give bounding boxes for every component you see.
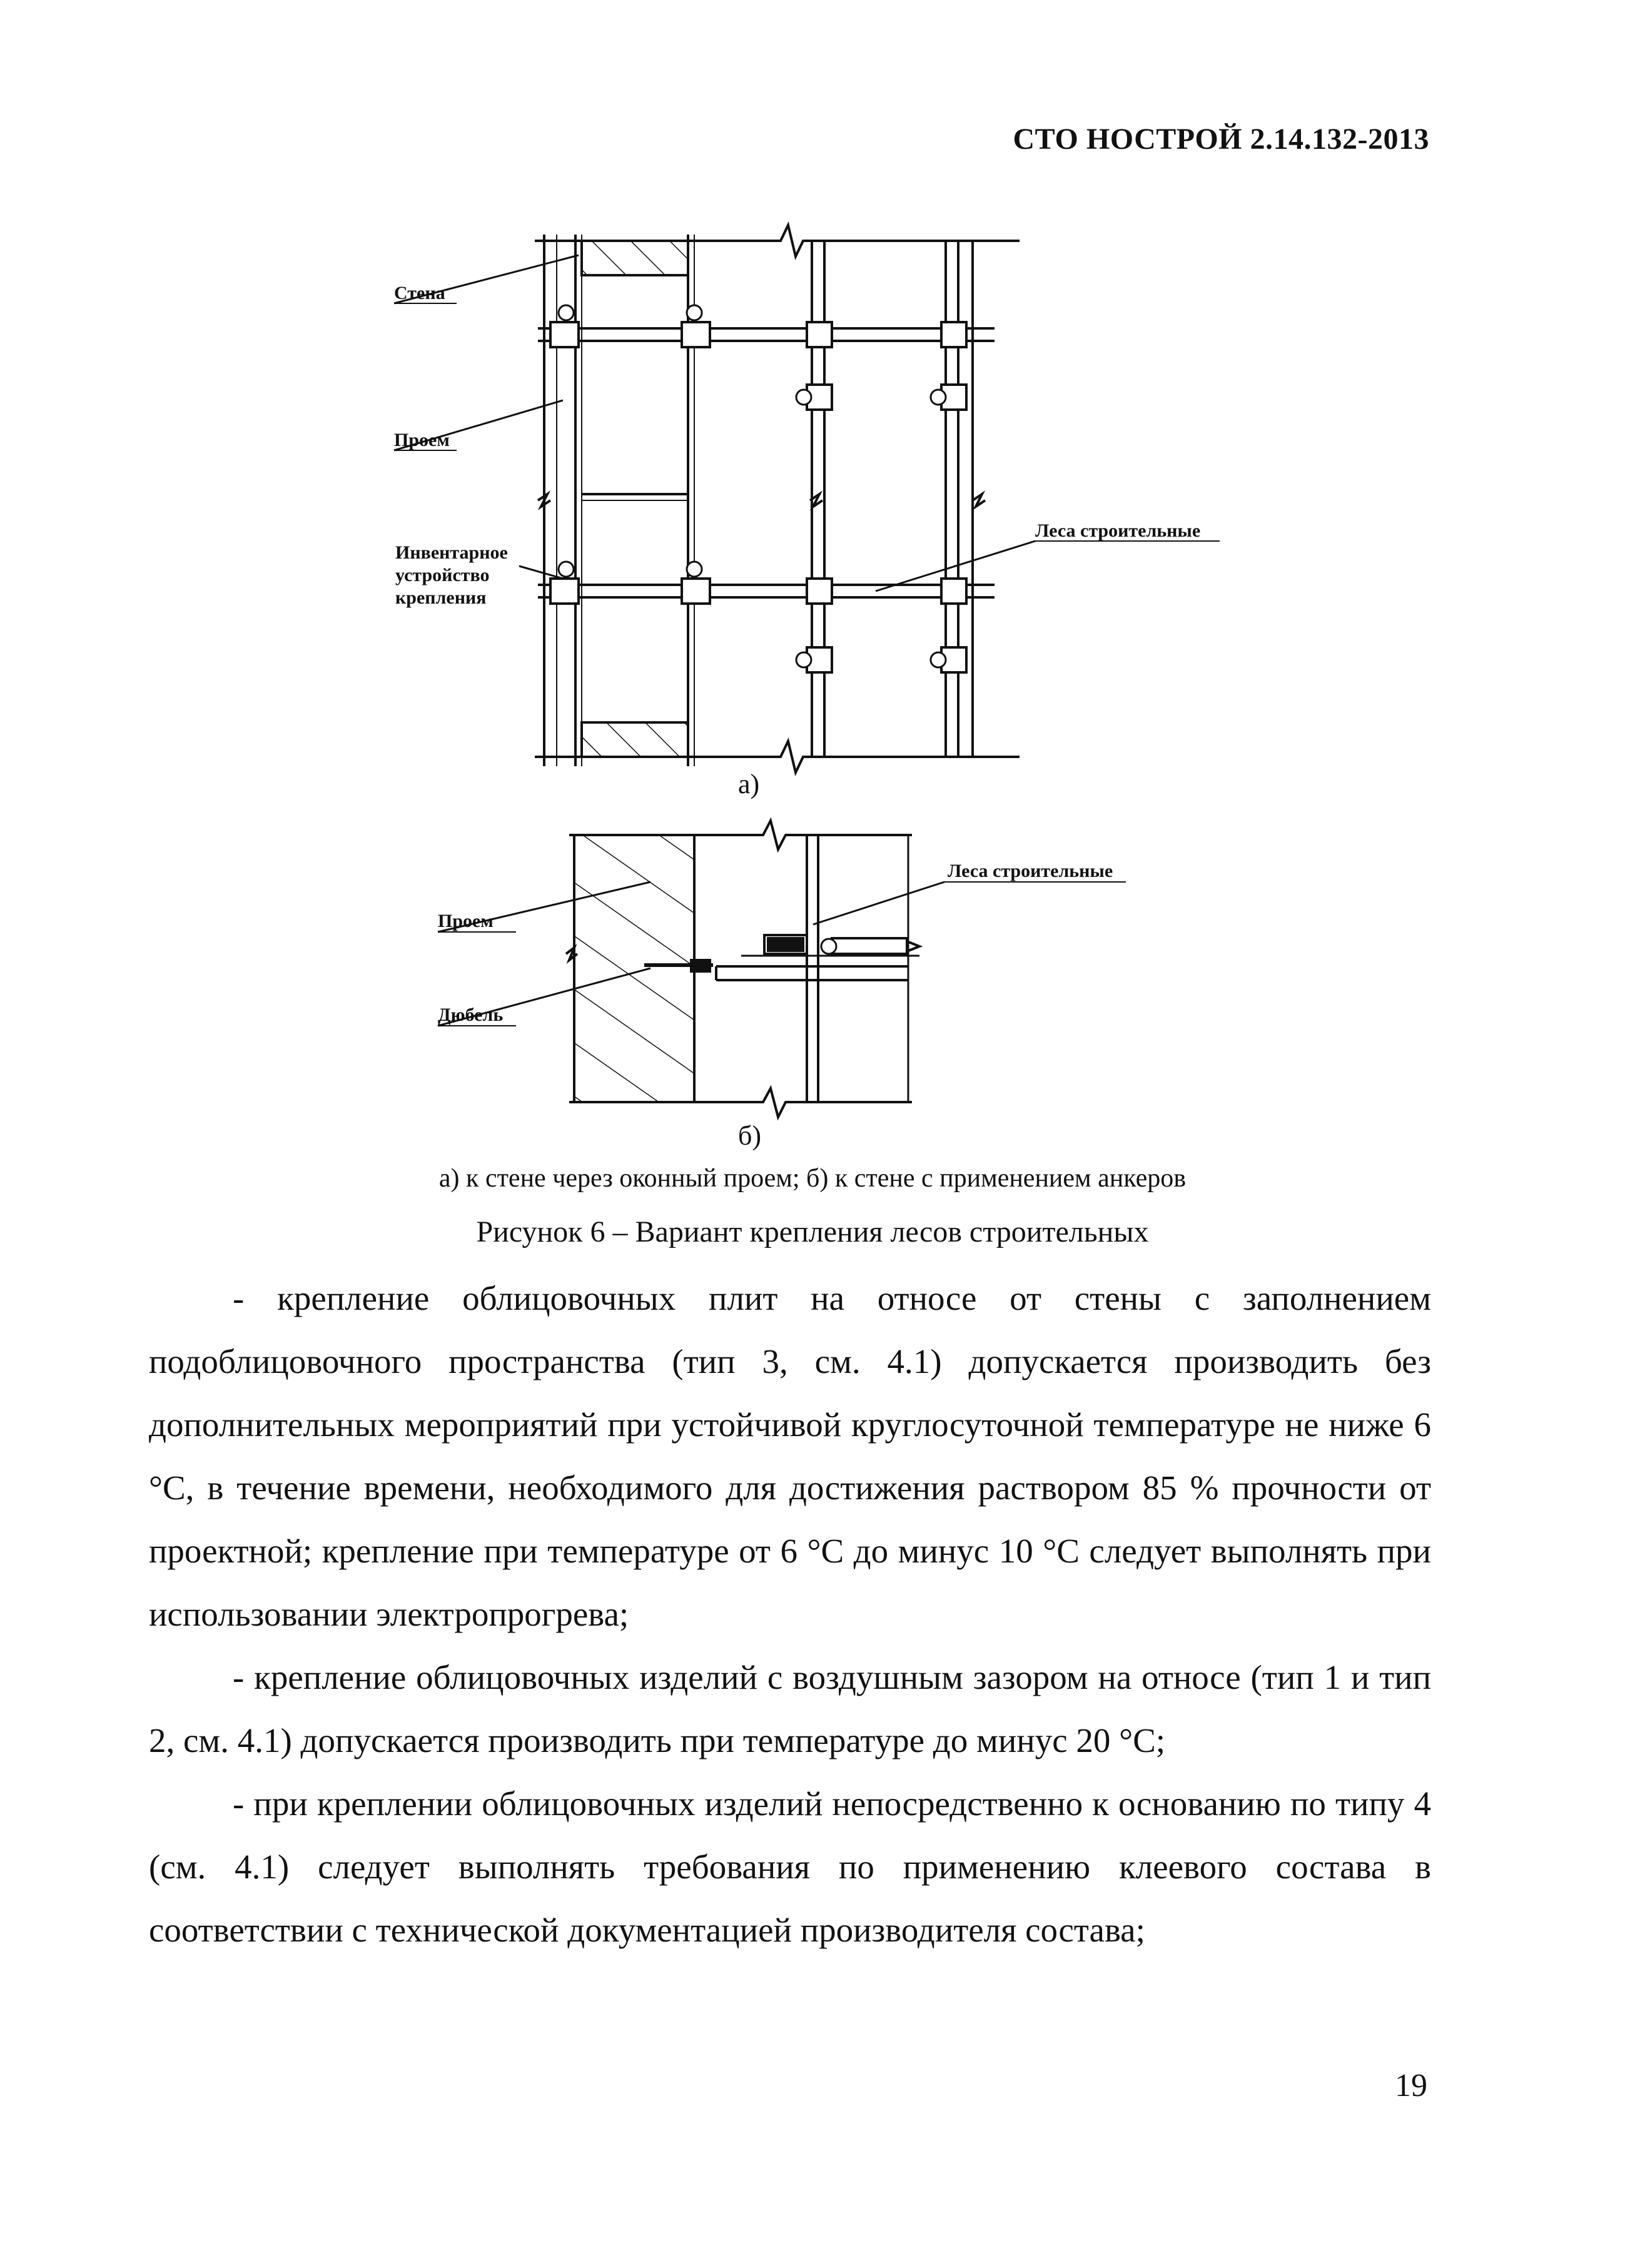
paragraph: - крепление облицовочных изделий с воздушным зазором на относе (тип 1 и тип 2, см. 4.1) допускается производить при температуре до минус 20 °С; — [149, 1658, 1431, 1759]
label-scaffold-a: Леса строительные — [1035, 520, 1201, 541]
figure-a-letter: а) — [738, 769, 760, 799]
document-header: СТО НОСТРОЙ 2.14.132-2013 — [1013, 123, 1429, 156]
label-dowel: Дюбель — [438, 1005, 504, 1025]
label-opening-b: Проем — [438, 911, 494, 931]
label-scaffold-b: Леса строительные — [948, 861, 1113, 881]
label-opening-a: Проем — [394, 430, 450, 450]
label-wall: Стена — [394, 283, 445, 303]
figure-title: Рисунок 6 – Вариант крепления лесов строительных — [476, 1215, 1149, 1248]
label-device-3: крепления — [395, 587, 487, 608]
drawing-a-labels — [394, 283, 1200, 608]
label-device-2: устройство — [395, 565, 490, 585]
body-text — [149, 1267, 1431, 1962]
paragraph: - при креплении облицовочных изделий непосредственно к основанию по типу 4 (см. 4.1) следует выполнять требования по применению клеевого состава в соответствии с технической документацией производителя состава; — [149, 1785, 1431, 1949]
figure-subcaption: а) к стене через оконный проем; б) к стене с применением анкеров — [438, 1164, 1187, 1193]
label-device-1: Инвентарное — [395, 542, 508, 563]
paragraph: - крепление облицовочных плит на относе от стены с заполнением подоблицовочного пространства (тип 3, см. 4.1) допускается производить без дополнительных мероприятий при устойчивой круглосуточной температуре не ниже 6 °С, в течение времени, необходимого для достижения раствором 85 % прочности от проектной; крепление при температуре от 6 °С до минус 10 °С следует выполнять при использовании электропрогрева; — [149, 1279, 1431, 1633]
drawing-a — [394, 225, 1220, 772]
figure-b-letter: б) — [738, 1120, 762, 1151]
page-number: 19 — [1395, 2068, 1427, 2103]
